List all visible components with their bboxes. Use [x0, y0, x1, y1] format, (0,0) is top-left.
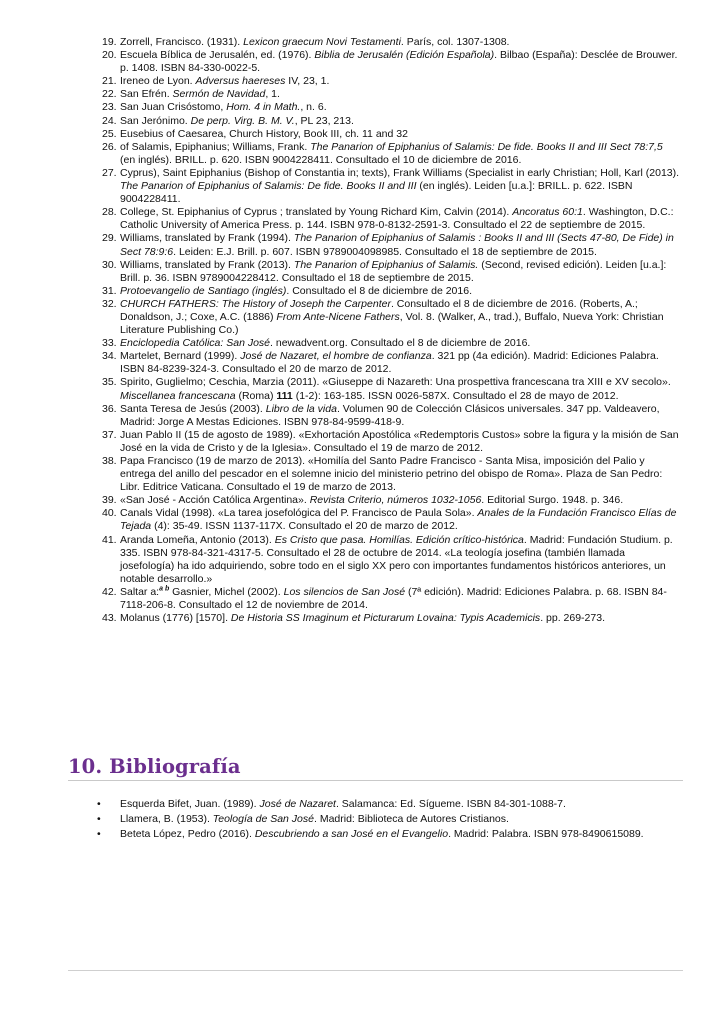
- reference-item: [102, 88, 680, 101]
- reference-text: Gasnier, Michel (2002).: [169, 585, 284, 598]
- reference-text: Santa Teresa de Jesús (2003).: [120, 402, 266, 415]
- reference-text: Williams, translated by Frank (2013).: [120, 258, 294, 271]
- reference-text: (1-2): 163-185. ISSN 0026-587X. Consultado el 28 de mayo de 2012.: [292, 389, 619, 402]
- reference-text: . Madrid: Biblioteca de Autores Cristianos.: [314, 813, 509, 825]
- reference-item: [102, 36, 680, 49]
- reference-text: Ireneo de Lyon.: [120, 75, 196, 88]
- reference-text: Molanus (1776) [1570].: [120, 612, 231, 625]
- reference-item: [102, 259, 680, 285]
- reference-text: . Consultado el 8 de diciembre de 2016. (Roberts, A.; Donaldson, J.; Coxe, A.C. (1886): [120, 297, 638, 323]
- italic-title: José de Nazaret: [259, 798, 336, 810]
- reference-number: 26.: [102, 140, 117, 153]
- reference-number: 32.: [102, 297, 117, 310]
- heading-divider: [68, 780, 683, 781]
- reference-text: . Bilbao (España): Desclée de Brouwer. p. 1408. ISBN 84-330-0022-5.: [120, 49, 678, 75]
- reference-text: (7ª edición). Madrid: Ediciones Palabra. p. 68. ISBN 84-7118-206-8. Consultado el 12 de noviembre de 2014.: [120, 585, 667, 612]
- reference-text: San Juan Crisóstomo,: [120, 101, 227, 114]
- italic-title: Miscellanea francescana: [120, 389, 236, 402]
- reference-number: 42.: [102, 585, 117, 598]
- reference-number: 31.: [102, 284, 117, 297]
- italic-title: Protoevangelio de Santiago (inglés): [120, 284, 287, 297]
- references-list: [102, 36, 680, 625]
- reference-number: 23.: [102, 101, 117, 114]
- reference-text: (en inglés). BRILL. p. 620. ISBN 9004228411. Consultado el 10 de diciembre de 2016.: [120, 153, 522, 166]
- reference-item: [102, 455, 680, 494]
- reference-text: . Madrid: Fundación Studium. p. 335. ISBN 978-84-321-4317-5. Consultado el 28 de octubre de 2014. «La teología josefina (también llamada josefología) ha ido adquiriendo, sobre todo en el siglo XX pero con importantes fundamentos históricos anteriores, un notable desarrollo.»: [120, 533, 673, 585]
- reference-item: [102, 494, 680, 507]
- footer-divider: [68, 970, 683, 971]
- reference-item: [102, 403, 680, 429]
- reference-text: Eusebius of Caesarea, Church History, Book III, ch. 11 and 32: [120, 127, 408, 140]
- italic-title: From Ante-Nicene Fathers: [276, 310, 400, 323]
- italic-title: Es Cristo que pasa. Homilías. Edición crítico-histórica: [274, 533, 524, 546]
- reference-text: , PL 23, 213.: [294, 114, 354, 127]
- reference-number: 29.: [102, 232, 117, 245]
- reference-text: , Vol. 8. (Walker, A., trad.), Buffalo, Nueva York: Christian Literature Publishing Co.): [120, 310, 664, 337]
- reference-item: [102, 141, 680, 167]
- italic-title: Enciclopedia Católica: San José: [120, 337, 271, 350]
- bibliography-item: [90, 798, 680, 812]
- bullet-icon: •: [97, 828, 101, 840]
- reference-number: 20.: [102, 49, 117, 62]
- reference-item: [102, 298, 680, 337]
- reference-number: 24.: [102, 114, 117, 127]
- italic-title: Los silencios de San José: [283, 585, 406, 598]
- reference-text: . newadvent.org. Consultado el 8 de diciembre de 2016.: [270, 337, 531, 350]
- italic-title: Adversus haereses: [195, 75, 286, 88]
- italic-title: José de Nazaret, el hombre de confianza: [240, 350, 432, 363]
- reference-text: . Leiden: E.J. Brill. p. 607. ISBN 9789004098985. Consultado el 18 de septiembre de 2015.: [173, 245, 597, 258]
- reference-text: College, St. Epiphanius of Cyprus ; translated by Young Richard Kim, Calvin (2014).: [120, 206, 513, 219]
- reference-text: of Salamis, Epiphanius; Williams, Frank.: [120, 140, 311, 153]
- italic-title: The Panarion of Epiphanius of Salamis: De fide. Books II and III Sect 78:7,5: [310, 140, 663, 153]
- reference-number: 28.: [102, 206, 117, 219]
- italic-title: Sermón de Navidad: [172, 88, 266, 101]
- reference-number: 22.: [102, 88, 117, 101]
- italic-title: Teología de San José: [212, 813, 314, 825]
- reference-item: [102, 167, 680, 206]
- reference-number: 34.: [102, 350, 117, 363]
- reference-number: 43.: [102, 612, 117, 625]
- reference-text: (Second, revised edición). Leiden [u.a.]: Brill. p. 36. ISBN 9789004228412. Consultado el 18 de septiembre de 2015.: [120, 258, 667, 284]
- reference-item: [102, 376, 680, 402]
- reference-item: [102, 534, 680, 586]
- backlink-letters[interactable]: a b: [159, 585, 170, 593]
- reference-text: San Efrén.: [120, 88, 173, 101]
- reference-text: «San José - Acción Católica Argentina».: [120, 494, 310, 507]
- bibliography-list: [90, 798, 680, 843]
- italic-title: Revista Criterio, números 1032-1056: [309, 494, 482, 507]
- reference-text: . 321 pp (4a edición). Madrid: Ediciones Palabra. ISBN 84-8239-324-3. Consultado el 20 de marzo de 2012.: [120, 350, 659, 376]
- reference-item: [102, 232, 680, 258]
- bold-text: 111: [276, 389, 293, 402]
- reference-text: (en inglés). Leiden [u.a.]: BRILL. p. 622. ISBN 9004228411.: [120, 180, 633, 206]
- bullet-icon: •: [97, 813, 101, 825]
- reference-item: [102, 75, 680, 88]
- reference-text: Escuela Bíblica de Jerusalén, ed. (1976).: [120, 49, 315, 62]
- italic-title: De Historia SS Imaginum et Picturarum Lovaina: Typis Academicis: [230, 612, 541, 625]
- reference-text: Cyprus), Saint Epiphanius (Bishop of Constantia in; texts), Frank Williams (Specialist in early Christian; Holl, Karl (2013).: [120, 166, 680, 179]
- italic-title: Ancoratus 60:1: [512, 206, 583, 219]
- italic-title: CHURCH FATHERS: The History of Joseph the Carpenter: [120, 297, 391, 310]
- reference-text: , 1.: [265, 88, 280, 101]
- italic-title: Hom. 4 in Math.: [226, 101, 301, 114]
- reference-text: Canals Vidal (1998). «La tarea josefológica del P. Francisco de Paula Sola».: [120, 507, 478, 520]
- reference-text: IV, 23, 1.: [285, 75, 330, 88]
- reference-text: Papa Francisco (19 de marzo de 2013). «Homilía del Santo Padre Francisco - Santa Misa, imposición del Palio y entrega del anillo del pescador en el solemne inicio del ministerio petrino del obispo de Roma». Plaza de San Pedro: Libr. Editrice Vaticana. Consultado el 19 de marzo de 2013.: [120, 455, 663, 494]
- reference-number: 35.: [102, 376, 117, 389]
- italic-title: Descubriendo a san José en el Evangelio: [254, 828, 449, 840]
- reference-text: . Volumen 90 de Colección Clásicos universales. 347 pp. Valdeavero, Madrid: Jorge A Mestas Ediciones. ISBN 978-84-9599-418-9.: [120, 402, 660, 428]
- reference-item: [102, 586, 680, 612]
- reference-text: Martelet, Bernard (1999).: [120, 350, 241, 363]
- reference-text: (4): 35-49. ISSN 1137-117X. Consultado el 20 de marzo de 2012.: [151, 520, 458, 533]
- reference-text: . Editorial Surgo. 1948. p. 346.: [481, 494, 624, 507]
- reference-text: Llamera, B. (1953).: [120, 813, 213, 825]
- reference-text: San Jerónimo.: [120, 114, 191, 127]
- reference-text: Esquerda Bifet, Juan. (1989).: [120, 798, 260, 810]
- reference-text: Beteta López, Pedro (2016).: [120, 828, 255, 840]
- reference-text: Juan Pablo II (15 de agosto de 1989). «Exhortación Apostólica «Redemptoris Custos» sobre la figura y la misión de San José en la vida de Cristo y de la Iglesia». Consultado el 19 de marzo de 2012.: [120, 428, 679, 454]
- italic-title: Libro de la vida: [265, 402, 337, 415]
- reference-text: . Washington, D.C.: Catholic University of America Press. p. 144. ISBN 978-0-8132-2591-3. Consultado el 22 de septiembre de 2015.: [120, 206, 674, 232]
- italic-title: Anales de la Fundación Francisco Elías de Tejada: [120, 507, 677, 533]
- reference-number: 30.: [102, 258, 117, 271]
- reference-number: 41.: [102, 533, 117, 546]
- reference-text: Saltar a:: [120, 585, 160, 598]
- bibliography-item: [90, 813, 680, 827]
- reference-item: [102, 612, 680, 625]
- italic-title: The Panarion of Epiphanius of Salamis: De fide. Books II and III: [120, 180, 417, 193]
- reference-text: Spirito, Guglielmo; Ceschia, Marzia (2011). «Giuseppe di Nazareth: Una prospettiva francescana tra XIII e XV secolo».: [120, 376, 671, 389]
- italic-title: The Panarion of Epiphanius of Salamis : Books II and III (Sects 47-80, De Fide) in Sect 78:9:6: [120, 232, 674, 258]
- reference-number: 40.: [102, 507, 117, 520]
- reference-item: [102, 115, 680, 128]
- reference-item: [102, 49, 680, 75]
- reference-number: 38.: [102, 455, 117, 467]
- reference-number: 37.: [102, 428, 117, 441]
- reference-item: [102, 507, 680, 533]
- reference-text: , n. 6.: [300, 101, 327, 114]
- reference-number: 27.: [102, 166, 117, 179]
- reference-number: 25.: [102, 127, 117, 140]
- italic-title: The Panarion of Epiphanius of Salamis.: [293, 258, 479, 271]
- reference-number: 36.: [102, 402, 117, 415]
- reference-number: 39.: [102, 494, 117, 507]
- bibliography-item: [90, 828, 680, 842]
- reference-text: Zorrell, Francisco. (1931).: [120, 36, 244, 48]
- reference-text: (Roma): [235, 389, 277, 402]
- reference-text: Aranda Lomeña, Antonio (2013).: [120, 533, 275, 546]
- reference-text: . Consultado el 8 de diciembre de 2016.: [286, 284, 472, 297]
- reference-item: [102, 285, 680, 298]
- reference-number: 19.: [102, 36, 117, 48]
- reference-item: [102, 337, 680, 350]
- reference-item: [102, 429, 680, 455]
- reference-text: . pp. 269-273.: [540, 612, 605, 625]
- italic-title: Lexicon graecum Novi Testamenti: [243, 36, 401, 48]
- reference-text: . París, col. 1307-1308.: [400, 36, 510, 48]
- bullet-icon: •: [97, 798, 101, 810]
- reference-text: Williams, translated by Frank (1994).: [120, 232, 294, 245]
- reference-text: . Madrid: Palabra. ISBN 978-8490615089.: [448, 828, 644, 840]
- reference-number: 33.: [102, 337, 117, 350]
- reference-item: [102, 101, 680, 114]
- reference-text: . Salamanca: Ed. Sígueme. ISBN 84-301-1088-7.: [335, 798, 566, 810]
- italic-title: Biblia de Jerusalén (Edición Española): [314, 49, 495, 62]
- reference-item: [102, 350, 680, 376]
- reference-item: [102, 206, 680, 232]
- italic-title: De perp. Virg. B. M. V.: [190, 114, 295, 127]
- reference-item: [102, 128, 680, 141]
- reference-number: 21.: [102, 75, 117, 88]
- section-heading: 10. Bibliografía: [68, 755, 241, 778]
